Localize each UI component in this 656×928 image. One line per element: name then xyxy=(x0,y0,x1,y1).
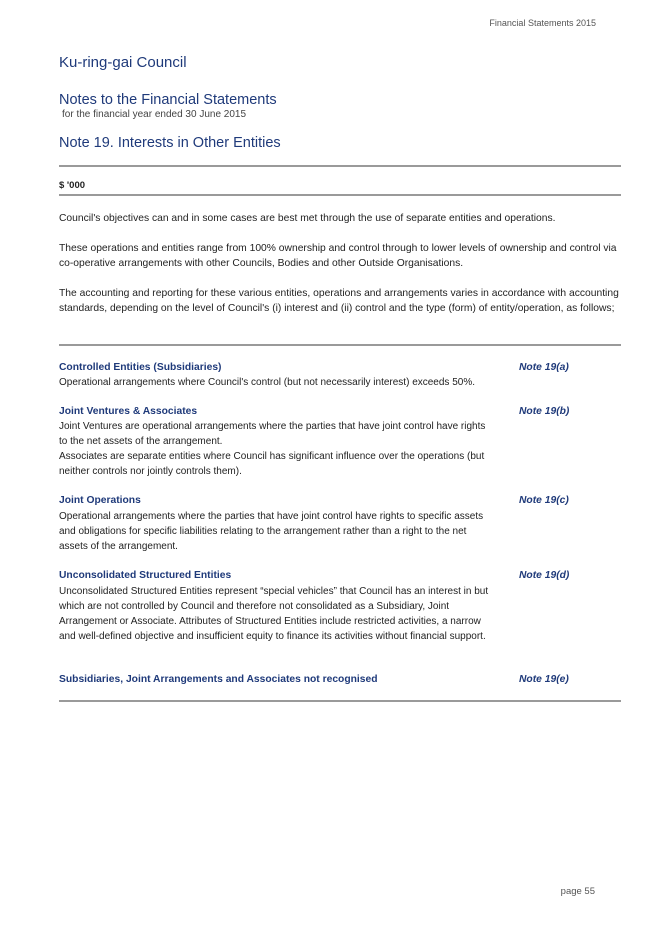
item-title: Joint Operations xyxy=(59,495,141,506)
notes-title: Notes to the Financial Statements xyxy=(59,92,277,108)
item-description: Operational arrangements where Council's control (but not necessarily interest) exceeds 50%. xyxy=(59,377,476,388)
divider-units xyxy=(59,194,621,196)
item-description: Unconsolidated Structured Entities represent “special vehicles” that Council has an interest in but which are not controlled by Council and therefore not consolidated as a Subsidiary, Joint Arrangement or Associate. Attributes of Structured Entities include restricted activities, a narrow and well-defined objective and insufficient equity to finance its activities without financial support. xyxy=(59,586,489,642)
item-title: Unconsolidated Structured Entities xyxy=(59,570,232,581)
intro-paragraph: These operations and entities range from 100% ownership and control through to lower levels of ownership and control via co-operative arrangements with other Councils, Bodies and other Outside Organisations. xyxy=(59,243,617,269)
item-note-ref: Note 19(c) xyxy=(519,495,569,506)
council-name: Ku-ring-gai Council xyxy=(59,54,187,71)
item-title: Joint Ventures & Associates xyxy=(59,406,198,417)
item-title: Subsidiaries, Joint Arrangements and Associates not recognised xyxy=(59,674,378,685)
intro-paragraph: The accounting and reporting for these various entities, operations and arrangements varies in accordance with accounting standards, depending on the level of Council's (i) interest and (ii) control and the type (form) of entity/operation, as follows; xyxy=(59,288,619,314)
item-note-ref: Note 19(e) xyxy=(519,674,569,685)
divider-top xyxy=(59,165,621,167)
page-number: page 55 xyxy=(560,886,595,897)
item-title: Controlled Entities (Subsidiaries) xyxy=(59,362,222,373)
divider-section xyxy=(59,344,621,346)
item-note-ref: Note 19(d) xyxy=(519,570,570,581)
note-heading: Note 19. Interests in Other Entities xyxy=(59,135,281,151)
item-description: Joint Ventures are operational arrangements where the parties that have joint control have rights to the net assets of the arrangement. xyxy=(59,421,486,447)
intro-paragraph: Council's objectives can and in some cases are best met through the use of separate entities and operations. xyxy=(59,213,556,224)
notes-subtitle: for the financial year ended 30 June 2015 xyxy=(62,109,247,120)
item-note-ref: Note 19(b) xyxy=(519,406,570,417)
item-description: Associates are separate entities where Council has significant influence over the operations (but neither controls nor jointly controls them). xyxy=(59,451,485,477)
item-note-ref: Note 19(a) xyxy=(519,362,569,373)
divider-bottom xyxy=(59,700,621,702)
document-title: Financial Statements 2015 xyxy=(489,18,596,28)
units-label: $ '000 xyxy=(59,180,86,191)
item-description: Operational arrangements where the parties that have joint control have rights to specific assets and obligations for specific liabilities relating to the arrangement rather than a right to the net assets of the arrangement. xyxy=(59,511,484,552)
